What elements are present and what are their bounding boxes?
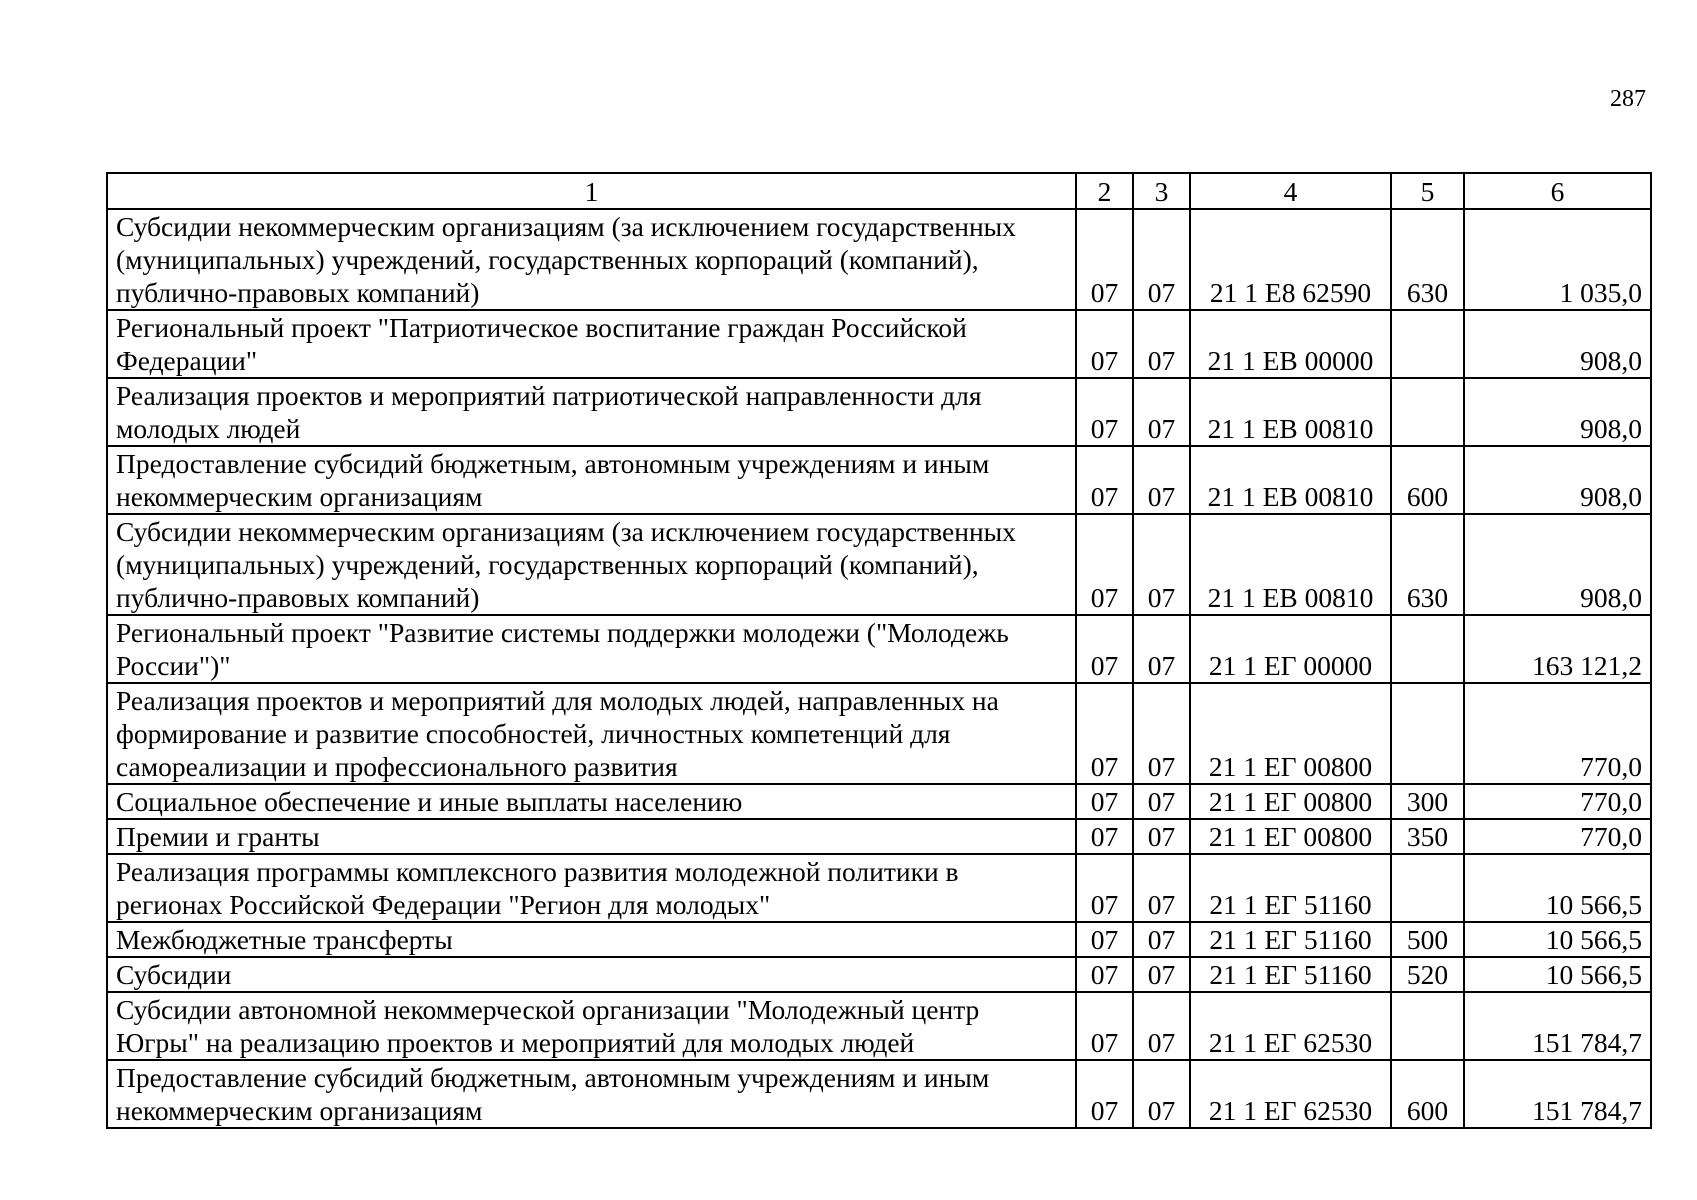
table-row: [107, 514, 1651, 615]
row-section-cell: 07: [1076, 446, 1133, 514]
row-amount-cell: 908,0: [1464, 446, 1651, 514]
table-row: [107, 310, 1651, 378]
row-amount-cell: 151 784,7: [1464, 992, 1651, 1060]
row-section-cell: 07: [1076, 310, 1133, 378]
row-section-cell: 07: [1076, 514, 1133, 615]
row-section-cell: 07: [1076, 957, 1133, 992]
column-header-1: 1: [107, 173, 1076, 209]
row-type-cell: [1391, 683, 1464, 784]
table-header-row: [107, 173, 1651, 209]
table-row: [107, 209, 1651, 310]
table-row: [107, 922, 1651, 957]
budget-table: [106, 172, 1652, 1129]
row-code-cell: 21 1 EB 00000: [1190, 310, 1391, 378]
row-type-cell: 600: [1391, 446, 1464, 514]
row-name-cell: Социальное обеспечение и иные выплаты населению: [107, 784, 1076, 819]
row-type-cell: 520: [1391, 957, 1464, 992]
row-amount-cell: 1 035,0: [1464, 209, 1651, 310]
table-row: [107, 446, 1651, 514]
row-section-cell: 07: [1076, 819, 1133, 854]
row-subsection-cell: 07: [1133, 209, 1190, 310]
row-section-cell: 07: [1076, 992, 1133, 1060]
row-name-cell: Субсидии автономной некоммерческой организации "Молодежный центр Югры" на реализацию проектов и мероприятий для молодых людей: [107, 992, 1076, 1060]
row-section-cell: 07: [1076, 922, 1133, 957]
table-row: [107, 854, 1651, 922]
table-body: [107, 209, 1651, 1128]
table-row: [107, 957, 1651, 992]
row-section-cell: 07: [1076, 378, 1133, 446]
row-name-cell: Премии и гранты: [107, 819, 1076, 854]
row-name-cell: Предоставление субсидий бюджетным, автономным учреждениям и иным некоммерческим организациям: [107, 446, 1076, 514]
row-type-cell: 300: [1391, 784, 1464, 819]
row-amount-cell: 770,0: [1464, 819, 1651, 854]
row-name-cell: Субсидии некоммерческим организациям (за исключением государственных (муниципальных) учреждений, государственных корпораций (компаний), публично-правовых компаний): [107, 514, 1076, 615]
row-name-cell: Региональный проект "Патриотическое воспитание граждан Российской Федерации": [107, 310, 1076, 378]
row-amount-cell: 908,0: [1464, 514, 1651, 615]
row-subsection-cell: 07: [1133, 1060, 1190, 1128]
row-code-cell: 21 1 ЕГ 00000: [1190, 615, 1391, 683]
column-header-5: 5: [1391, 173, 1464, 209]
row-subsection-cell: 07: [1133, 683, 1190, 784]
table-row: [107, 683, 1651, 784]
row-amount-cell: 908,0: [1464, 310, 1651, 378]
row-type-cell: [1391, 310, 1464, 378]
row-code-cell: 21 1 EB 00810: [1190, 446, 1391, 514]
row-subsection-cell: 07: [1133, 854, 1190, 922]
row-amount-cell: 151 784,7: [1464, 1060, 1651, 1128]
row-section-cell: 07: [1076, 615, 1133, 683]
row-code-cell: 21 1 E8 62590: [1190, 209, 1391, 310]
row-amount-cell: 10 566,5: [1464, 957, 1651, 992]
column-header-4: 4: [1190, 173, 1391, 209]
row-name-cell: Реализация проектов и мероприятий патриотической направленности для молодых людей: [107, 378, 1076, 446]
row-section-cell: 07: [1076, 683, 1133, 784]
row-code-cell: 21 1 ЕГ 00800: [1190, 683, 1391, 784]
table-row: [107, 992, 1651, 1060]
column-header-2: 2: [1076, 173, 1133, 209]
table-row: [107, 1060, 1651, 1128]
row-name-cell: Предоставление субсидий бюджетным, автономным учреждениям и иным некоммерческим организациям: [107, 1060, 1076, 1128]
row-name-cell: Региональный проект "Развитие системы поддержки молодежи ("Молодежь России")": [107, 615, 1076, 683]
row-name-cell: Реализация проектов и мероприятий для молодых людей, направленных на формирование и развитие способностей, личностных компетенций для самореализации и профессионального развития: [107, 683, 1076, 784]
row-subsection-cell: 07: [1133, 514, 1190, 615]
row-subsection-cell: 07: [1133, 957, 1190, 992]
row-code-cell: 21 1 ЕГ 62530: [1190, 1060, 1391, 1128]
row-subsection-cell: 07: [1133, 615, 1190, 683]
row-code-cell: 21 1 ЕГ 51160: [1190, 922, 1391, 957]
page-number: 287: [1610, 86, 1646, 112]
row-code-cell: 21 1 EB 00810: [1190, 378, 1391, 446]
table-row: [107, 784, 1651, 819]
row-name-cell: Субсидии: [107, 957, 1076, 992]
row-section-cell: 07: [1076, 854, 1133, 922]
row-subsection-cell: 07: [1133, 819, 1190, 854]
row-type-cell: [1391, 854, 1464, 922]
row-amount-cell: 163 121,2: [1464, 615, 1651, 683]
row-type-cell: 350: [1391, 819, 1464, 854]
row-name-cell: Межбюджетные трансферты: [107, 922, 1076, 957]
table-row: [107, 378, 1651, 446]
row-name-cell: Субсидии некоммерческим организациям (за исключением государственных (муниципальных) учреждений, государственных корпораций (компаний), публично-правовых компаний): [107, 209, 1076, 310]
column-header-6: 6: [1464, 173, 1651, 209]
row-section-cell: 07: [1076, 209, 1133, 310]
row-subsection-cell: 07: [1133, 992, 1190, 1060]
row-type-cell: [1391, 615, 1464, 683]
row-type-cell: 500: [1391, 922, 1464, 957]
row-code-cell: 21 1 ЕГ 62530: [1190, 992, 1391, 1060]
row-code-cell: 21 1 ЕГ 51160: [1190, 957, 1391, 992]
row-subsection-cell: 07: [1133, 784, 1190, 819]
row-subsection-cell: 07: [1133, 922, 1190, 957]
row-amount-cell: 10 566,5: [1464, 854, 1651, 922]
row-type-cell: [1391, 992, 1464, 1060]
row-code-cell: 21 1 ЕГ 00800: [1190, 784, 1391, 819]
row-code-cell: 21 1 ЕГ 51160: [1190, 854, 1391, 922]
row-code-cell: 21 1 ЕГ 00800: [1190, 819, 1391, 854]
row-type-cell: [1391, 378, 1464, 446]
row-type-cell: 600: [1391, 1060, 1464, 1128]
row-code-cell: 21 1 EB 00810: [1190, 514, 1391, 615]
column-header-3: 3: [1133, 173, 1190, 209]
row-amount-cell: 770,0: [1464, 683, 1651, 784]
row-amount-cell: 10 566,5: [1464, 922, 1651, 957]
row-section-cell: 07: [1076, 784, 1133, 819]
row-subsection-cell: 07: [1133, 446, 1190, 514]
table-row: [107, 615, 1651, 683]
row-type-cell: 630: [1391, 514, 1464, 615]
row-name-cell: Реализация программы комплексного развития молодежной политики в регионах Российской Федерации "Регион для молодых": [107, 854, 1076, 922]
row-section-cell: 07: [1076, 1060, 1133, 1128]
table-row: [107, 819, 1651, 854]
row-type-cell: 630: [1391, 209, 1464, 310]
row-amount-cell: 908,0: [1464, 378, 1651, 446]
row-amount-cell: 770,0: [1464, 784, 1651, 819]
row-subsection-cell: 07: [1133, 310, 1190, 378]
row-subsection-cell: 07: [1133, 378, 1190, 446]
